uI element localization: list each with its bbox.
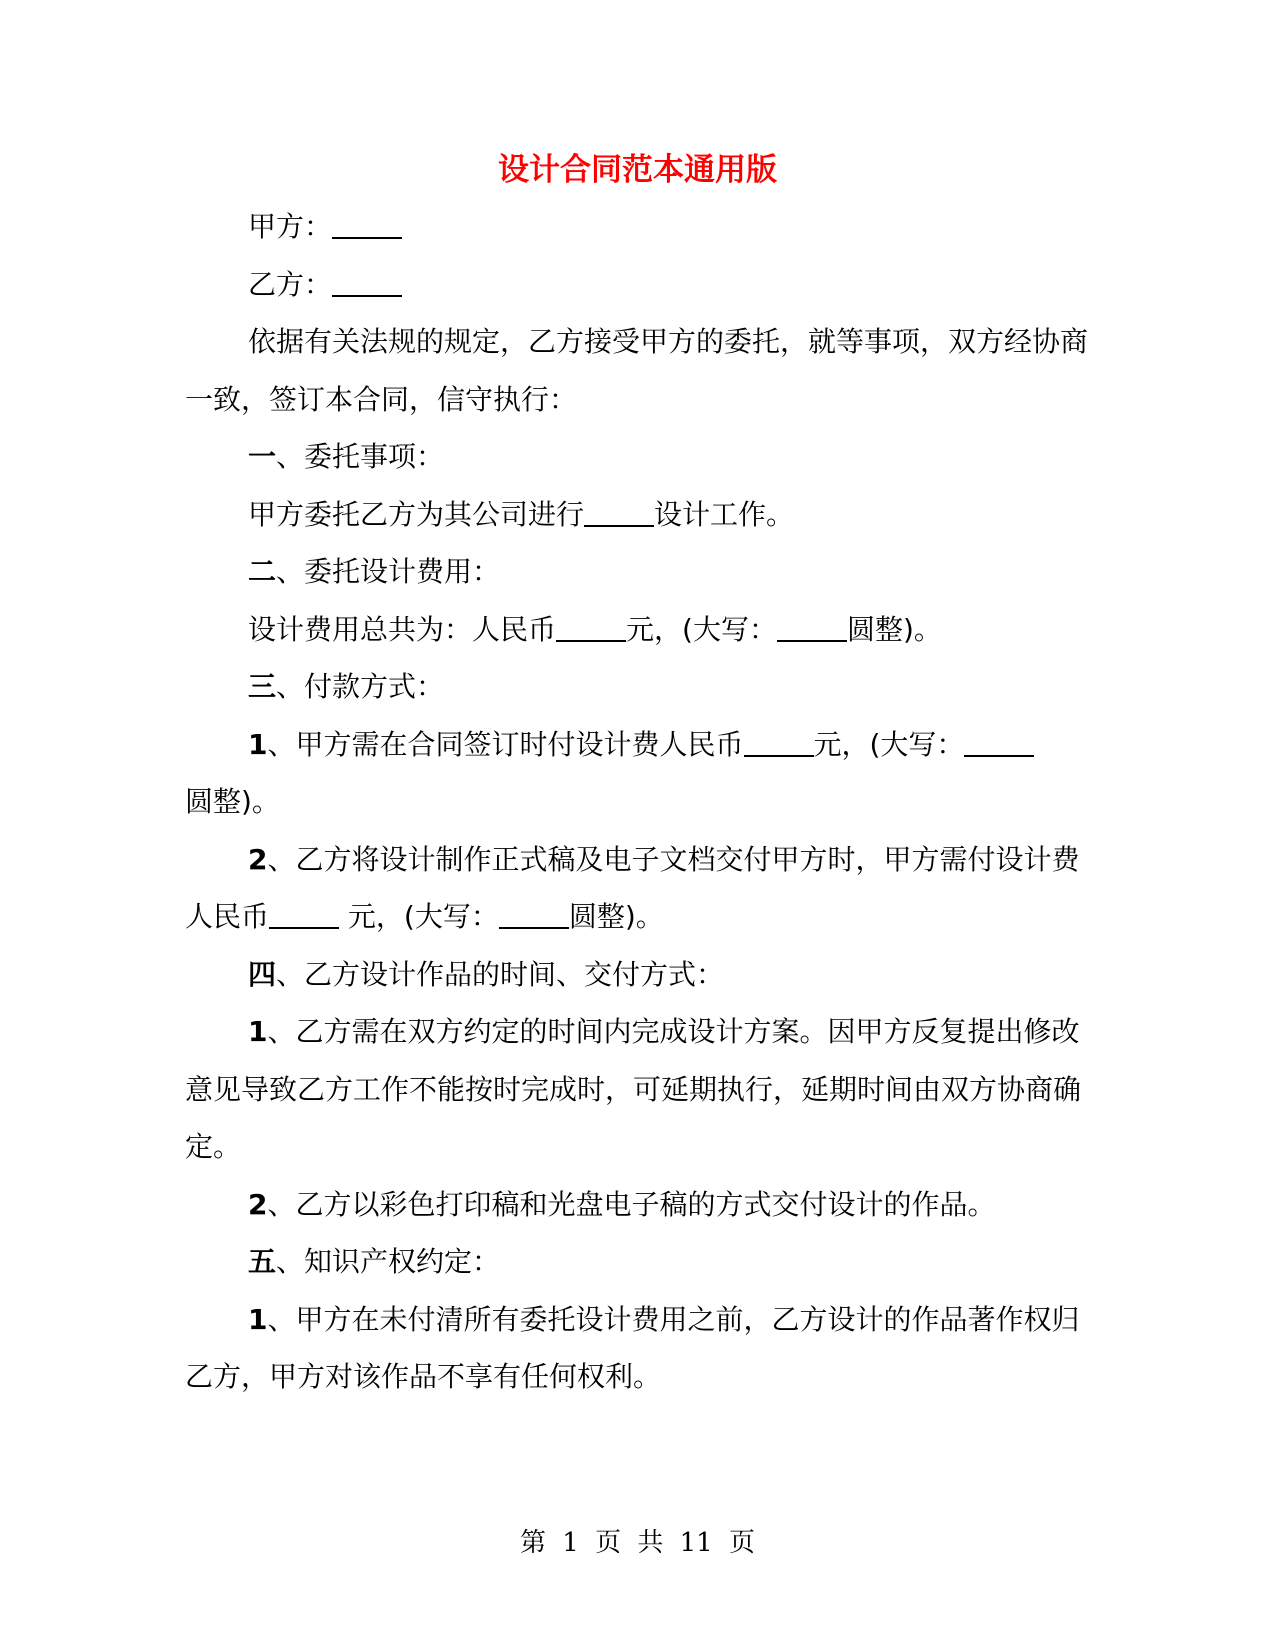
- fill-blank: [584, 497, 654, 527]
- text-run: 圆整)。: [846, 612, 942, 646]
- section-number: 四: [248, 957, 277, 991]
- text-run: 甲方委托乙方为其公司进行: [248, 497, 585, 531]
- section-4-item-1: [185, 1003, 1090, 1176]
- section-number: 五: [248, 1245, 277, 1278]
- text-run: 、甲方需在合同签订时付设计费人民币: [267, 727, 744, 761]
- fill-blank: [499, 899, 569, 929]
- text-run: 、乙方需在双方约定的时间内完成设计方案。因甲方反复提出修改意见导致乙方工作不能按时完成时，可延期执行，延期时间由双方协商确定。: [185, 1015, 1082, 1163]
- section-heading-text: 、委托事项：: [276, 440, 445, 473]
- text-run: 、乙方将设计制作正式稿及电子文档交付甲方时，甲方需付设计费人民币: [185, 842, 1080, 933]
- fill-blank: [332, 209, 402, 239]
- section-number: 二: [248, 555, 277, 588]
- fill-blank: [964, 727, 1034, 757]
- section-3-item-2: [185, 831, 1090, 946]
- section-heading-text: 、乙方设计作品的时间、交付方式：: [276, 957, 725, 991]
- fill-blank: [269, 899, 339, 929]
- text-run: 圆整)。: [185, 785, 280, 818]
- party-b-label: 乙方：: [248, 267, 333, 301]
- text-run: 设计工作。: [654, 497, 795, 531]
- section-4-item-2: [185, 1176, 1090, 1234]
- section-4-heading: [185, 946, 1090, 1004]
- section-2-text: [185, 601, 1090, 659]
- party-a-line: [185, 198, 1090, 256]
- fill-blank: [332, 267, 402, 297]
- fill-blank: [744, 727, 814, 757]
- document-title: 设计合同范本通用版: [498, 152, 777, 188]
- text-run: 、甲方在未付清所有委托设计费用之前，乙方设计的作品著作权归乙方，甲方对该作品不享有任何权利。: [185, 1302, 1080, 1393]
- section-number: 三: [248, 670, 277, 703]
- text-run: 元，(大写：: [813, 727, 965, 761]
- text-run: 圆整)。: [568, 900, 664, 933]
- section-5-heading: [185, 1233, 1090, 1291]
- page-number-footer: 第 1 页 共 11 页: [520, 1528, 755, 1558]
- text-run: 元，(大写：: [626, 612, 777, 646]
- party-b-line: [185, 256, 1090, 314]
- section-5-item-1: [185, 1291, 1090, 1406]
- text-run: 设计费用总共为：人民币: [248, 612, 557, 646]
- text-run: 元，(大写：: [339, 900, 499, 933]
- item-number: 2: [248, 842, 268, 876]
- text-run: 、乙方以彩色打印稿和光盘电子稿的方式交付设计的作品。: [267, 1187, 996, 1221]
- section-heading-text: 、知识产权约定：: [276, 1245, 501, 1278]
- section-2-heading: [185, 543, 1090, 601]
- fill-blank: [777, 612, 847, 642]
- item-number: 1: [248, 1015, 268, 1048]
- item-number: 1: [248, 727, 268, 761]
- section-1-text: [185, 486, 1090, 544]
- document-body: [185, 198, 1090, 1406]
- item-number: 1: [248, 1302, 268, 1336]
- section-3-item-1: [185, 716, 1090, 831]
- party-a-label: 甲方：: [248, 210, 333, 243]
- intro-paragraph: 依据有关法规的规定，乙方接受甲方的委托，就等事项，双方经协商一致，签订本合同，信守执行：: [185, 325, 1089, 416]
- fill-blank: [556, 612, 626, 642]
- section-heading-text: 、付款方式：: [276, 670, 445, 703]
- section-3-heading: [185, 658, 1090, 716]
- item-number: 2: [248, 1187, 268, 1221]
- section-1-heading: [185, 428, 1090, 486]
- section-number: 一: [248, 440, 277, 473]
- section-heading-text: 、委托设计费用：: [276, 555, 501, 588]
